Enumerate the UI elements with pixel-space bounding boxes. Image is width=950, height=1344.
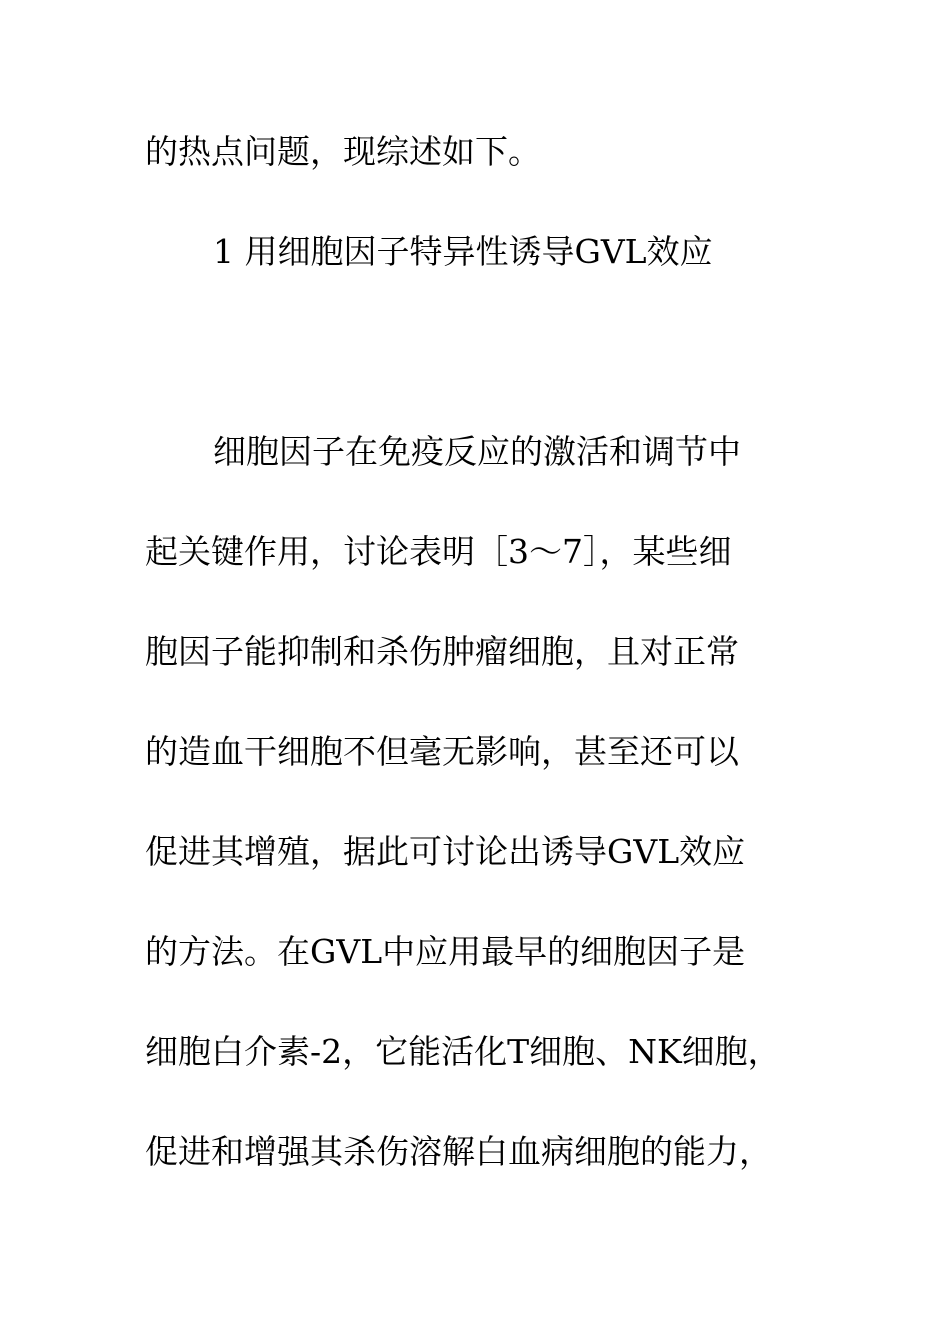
paragraph-line: 促进和增强其杀伤溶解白血病细胞的能力， [145,1132,772,1171]
paragraph-line: 起关键作用，讨论表明［3～7］，某些细 [145,532,732,571]
paragraph-line: 细胞白介素-2，它能活化T细胞、NK细胞， [145,1032,781,1071]
paragraph-line: 的热点问题，现综述如下。 [145,132,541,171]
paragraph-line: 的造血干细胞不但毫无影响，甚至还可以 [145,732,739,771]
paragraph-line: 胞因子能抑制和杀伤肿瘤细胞，且对正常 [145,632,739,671]
paragraph-line: 细胞因子在免疫反应的激活和调节中 [213,432,741,471]
section-heading: 1 用细胞因子特异性诱导GVL效应 [213,232,713,271]
paragraph-line: 的方法。在GVL中应用最早的细胞因子是 [145,932,746,971]
paragraph-line: 促进其增殖，据此可讨论出诱导GVL效应 [145,832,746,871]
